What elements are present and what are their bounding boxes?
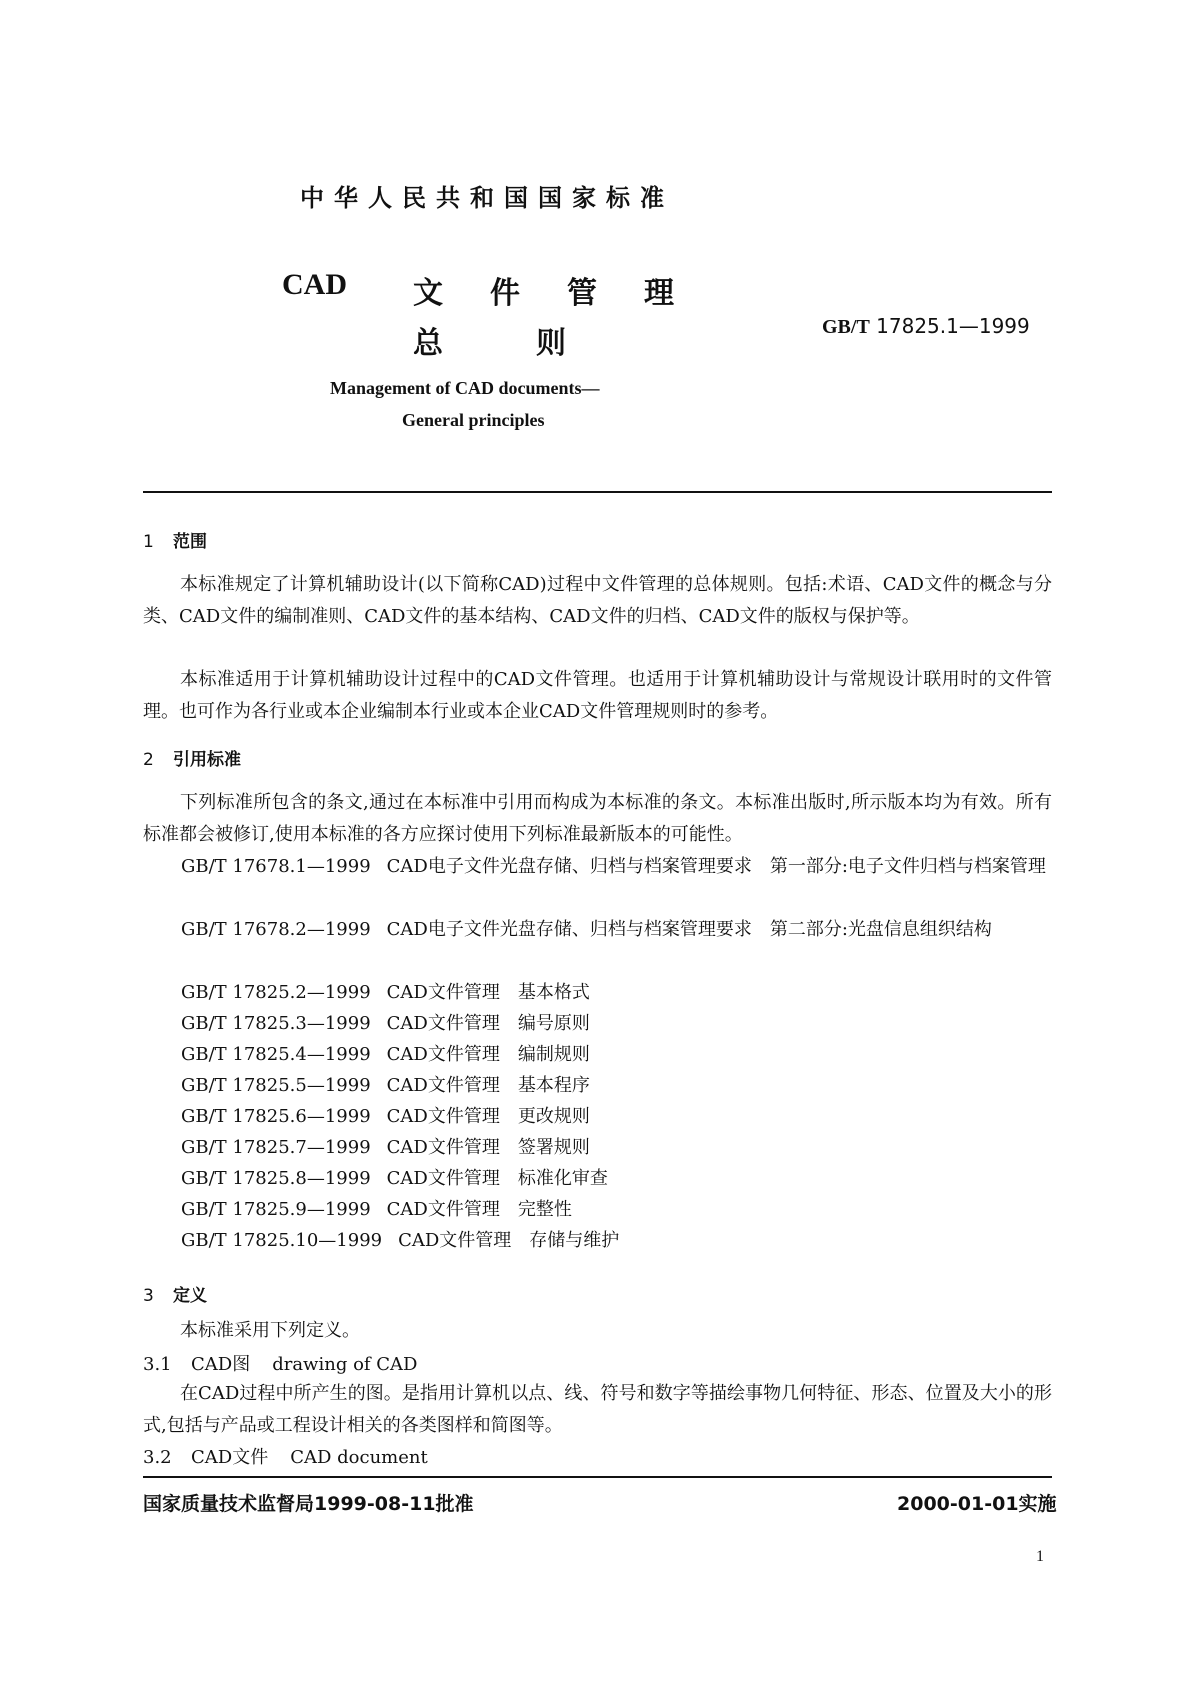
reference-code: GB/T 17825.10—1999 (181, 1230, 383, 1251)
section-heading-definitions (143, 1281, 207, 1306)
reference-title: CAD电子文件光盘存储、归档与档案管理要求 第二部分:光盘信息组织结构 (386, 919, 992, 940)
reference-code: GB/T 17825.3—1999 (181, 1013, 371, 1034)
definition-term: CAD图 (191, 1354, 251, 1375)
page-number: 1 (1036, 1548, 1044, 1565)
references-intro: 下列标准所包含的条文,通过在本标准中引用而构成为本标准的条文。本标准出版时,所示版本均为有效。所有标准都会被修订,使用本标准的各方应探讨使用下列标准最新版本的可能性。 (143, 792, 1052, 845)
reference-title: CAD文件管理 基本格式 (386, 982, 590, 1003)
section-title: 引用标准 (173, 750, 241, 770)
reference-code: GB/T 17825.8—1999 (181, 1168, 371, 1189)
definition-number: 3.2 (143, 1447, 172, 1468)
scope-paragraph: 本标准适用于计算机辅助设计过程中的CAD文件管理。也适用于计算机辅助设计与常规设计联用时的文件管理。也可作为各行业或本企业编制本行业或本企业CAD文件管理规则时的参考。 (143, 669, 1052, 722)
standard-code-number: 17825.1—1999 (876, 314, 1030, 338)
reference-code: GB/T 17825.5—1999 (181, 1075, 371, 1096)
reference-item (181, 1132, 1052, 1164)
definition-english: CAD document (290, 1447, 428, 1468)
reference-code: GB/T 17678.1—1999 (181, 856, 371, 877)
definition-english: drawing of CAD (272, 1354, 418, 1375)
reference-title: CAD文件管理 签署规则 (386, 1137, 590, 1158)
definition-text: 在CAD过程中所产生的图。是指用计算机以点、线、符号和数字等描绘事物几何特征、形态、位置及大小的形式,包括与产品或工程设计相关的各类图样和简图等。 (143, 1383, 1052, 1436)
reference-code: GB/T 17825.7—1999 (181, 1137, 371, 1158)
subtitle-char: 总 (413, 326, 443, 361)
reference-item (181, 1225, 1052, 1257)
section-title: 定义 (173, 1286, 207, 1306)
reference-item (181, 1101, 1052, 1133)
section-heading-references (143, 745, 241, 770)
reference-title: CAD文件管理 编号原则 (386, 1013, 590, 1034)
definition-term: CAD文件 (191, 1447, 269, 1468)
reference-item (181, 1070, 1052, 1102)
reference-title: CAD文件管理 完整性 (386, 1199, 572, 1220)
standard-code (822, 314, 1030, 339)
english-title-line2: General principles (402, 410, 545, 430)
reference-title: CAD文件管理 基本程序 (386, 1075, 590, 1096)
section-number: 3 (143, 1286, 154, 1306)
reference-title: CAD文件管理 标准化审查 (386, 1168, 608, 1189)
definition-number: 3.1 (143, 1354, 172, 1375)
reference-title: CAD电子文件光盘存储、归档与档案管理要求 第一部分:电子文件归档与档案管理 (386, 856, 1046, 877)
reference-title: CAD文件管理 存储与维护 (398, 1230, 620, 1251)
definition-entry (143, 1443, 428, 1469)
reference-code: GB/T 17825.6—1999 (181, 1106, 371, 1127)
english-title-line1: Management of CAD documents— (330, 378, 600, 398)
title-char: 件 (490, 276, 520, 311)
reference-item (181, 1008, 1052, 1040)
reference-item (181, 1163, 1052, 1195)
top-divider (143, 491, 1052, 493)
definitions-intro: 本标准采用下列定义。 (180, 1320, 360, 1341)
reference-code: GB/T 17825.4—1999 (181, 1044, 371, 1065)
section-number: 2 (143, 750, 154, 770)
standard-type-heading: 中华人民共和国国家标准 (300, 184, 674, 212)
reference-code: GB/T 17825.9—1999 (181, 1199, 371, 1220)
section-title: 范围 (173, 532, 207, 552)
title-cad: CAD (282, 268, 347, 301)
reference-item (181, 1194, 1052, 1226)
reference-code: GB/T 17825.2—1999 (181, 982, 371, 1003)
reference-title: CAD文件管理 更改规则 (386, 1106, 590, 1127)
approval-date: 国家质量技术监督局1999-08-11批准 (143, 1493, 474, 1515)
reference-title: CAD文件管理 编制规则 (386, 1044, 590, 1065)
reference-item (181, 914, 1052, 946)
section-number: 1 (143, 532, 154, 552)
section-heading-scope (143, 527, 207, 552)
title-char: 管 (567, 276, 597, 311)
reference-code: GB/T 17678.2—1999 (181, 919, 371, 940)
reference-item (181, 977, 1052, 1009)
implementation-date: 2000-01-01实施 (897, 1493, 1057, 1515)
reference-item (181, 851, 1052, 883)
scope-paragraph: 本标准规定了计算机辅助设计(以下简称CAD)过程中文件管理的总体规则。包括:术语、CAD文件的概念与分类、CAD文件的编制准则、CAD文件的基本结构、CAD文件的归档、CAD文件的版权与保护等。 (143, 574, 1052, 627)
title-char: 文 (413, 276, 443, 311)
title-char: 理 (644, 276, 674, 311)
standard-code-prefix: GB/T (822, 316, 870, 338)
definition-entry (143, 1350, 418, 1376)
reference-item (181, 1039, 1052, 1071)
bottom-divider (143, 1476, 1052, 1478)
subtitle-char: 则 (536, 326, 566, 361)
